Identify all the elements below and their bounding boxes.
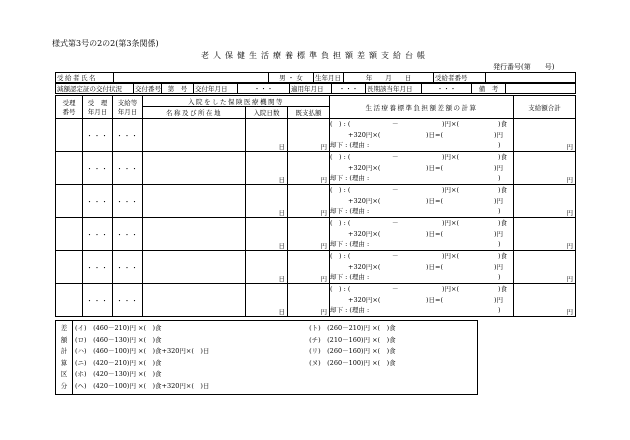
receipt-date-cell[interactable]: ・・・ bbox=[83, 152, 113, 185]
legend-heading-char: 差 bbox=[60, 324, 68, 332]
calculation-cell[interactable]: ( ) : ( － )円×( )食 +320円×( )日=( )円 却下 : (理由 : ) bbox=[330, 185, 514, 218]
legend-heading bbox=[56, 321, 73, 395]
table-row bbox=[56, 152, 576, 185]
payment-date-cell[interactable]: ・・・ bbox=[113, 284, 143, 317]
legend-item: (ハ) (460－100)円 ×( )食+320円×( )日 bbox=[75, 347, 210, 355]
receipt-date-cell[interactable]: ・・・ bbox=[83, 185, 113, 218]
legend-heading-char: 計 bbox=[60, 347, 68, 355]
legend-heading-char: 区 bbox=[60, 370, 68, 378]
table-row bbox=[56, 218, 576, 251]
paid-cell[interactable]: 円 bbox=[288, 119, 330, 152]
birth-date-field[interactable]: 年 月 日 bbox=[344, 73, 434, 83]
legend-item: (イ) (460－210)円 ×( )食 bbox=[75, 324, 162, 332]
payment-date-cell[interactable]: ・・・ bbox=[113, 152, 143, 185]
legend-item: (ヌ) (260－100)円 ×( )食 bbox=[309, 358, 396, 367]
recipient-name-field[interactable] bbox=[114, 73, 269, 83]
issue-date-field[interactable]: ・・・ bbox=[238, 84, 290, 94]
calculation-cell[interactable]: ( ) : ( － )円×( )食 +320円×( )日=( )円 却下 : (理由 : ) bbox=[330, 119, 514, 152]
recipient-number-label: 受給者番号 bbox=[434, 73, 486, 83]
difference-legend bbox=[55, 320, 478, 395]
legend-heading-char: 算 bbox=[60, 358, 68, 367]
long-term-date-field[interactable]: ・・・ bbox=[422, 84, 472, 94]
total-cell[interactable]: 円 bbox=[514, 119, 576, 152]
name-address-cell[interactable] bbox=[143, 119, 246, 152]
name-address-cell[interactable] bbox=[143, 284, 246, 317]
reduction-cert-label: 減額認定証の交付状況 bbox=[56, 84, 134, 94]
col-hospital-group: 入院をした保険医療機関等 bbox=[143, 96, 330, 107]
remarks-field[interactable] bbox=[506, 84, 576, 94]
total-cell[interactable]: 円 bbox=[514, 251, 576, 284]
paid-cell[interactable]: 円 bbox=[288, 218, 330, 251]
table-row bbox=[56, 284, 576, 317]
payment-date-cell[interactable]: ・・・ bbox=[113, 119, 143, 152]
col-days: 入院日数 bbox=[246, 107, 288, 119]
legend-body bbox=[73, 321, 478, 395]
name-address-cell[interactable] bbox=[143, 251, 246, 284]
days-cell[interactable]: 日 bbox=[246, 284, 288, 317]
col-calculation: 生活療養標準負担額差額の計算 bbox=[330, 96, 514, 119]
calculation-cell[interactable]: ( ) : ( － )円×( )食 +320円×( )日=( )円 却下 : (理由 : ) bbox=[330, 152, 514, 185]
col-receipt-date: 受 理 年月日 bbox=[83, 96, 113, 119]
calculation-cell[interactable]: ( ) : ( － )円×( )食 +320円×( )日=( )円 却下 : (理由 : ) bbox=[330, 218, 514, 251]
legend-left-column bbox=[75, 323, 307, 392]
apply-date-field[interactable]: ・・・ bbox=[332, 84, 366, 94]
receipt-date-cell[interactable]: ・・・ bbox=[83, 251, 113, 284]
total-cell[interactable]: 円 bbox=[514, 185, 576, 218]
form-id: 様式第3号の2の2(第3条関係) bbox=[52, 39, 159, 48]
issue-no-label: 交付番号 bbox=[135, 85, 161, 93]
days-cell[interactable]: 日 bbox=[246, 119, 288, 152]
table-row bbox=[56, 185, 576, 218]
recipient-number-field[interactable] bbox=[486, 73, 576, 83]
name-address-cell[interactable] bbox=[143, 152, 246, 185]
issue-date-label: 交付年月日 bbox=[194, 84, 238, 94]
receipt-number-cell[interactable] bbox=[56, 119, 83, 152]
total-cell[interactable]: 円 bbox=[514, 218, 576, 251]
legend-item: (ヘ) (420－100)円 ×( )食+320円×( )日 bbox=[75, 381, 210, 390]
payment-date-cell[interactable]: ・・・ bbox=[113, 218, 143, 251]
table-row bbox=[56, 119, 576, 152]
legend-item: (ホ) (420－130)円 ×( )食 bbox=[75, 370, 162, 378]
recipient-name-label: 受給者氏名 bbox=[56, 73, 114, 83]
col-receipt-number: 受理 番号 bbox=[56, 96, 83, 119]
receipt-number-cell[interactable] bbox=[56, 185, 83, 218]
name-address-cell[interactable] bbox=[143, 185, 246, 218]
paid-cell[interactable]: 円 bbox=[288, 251, 330, 284]
calculation-cell[interactable]: ( ) : ( － )円×( )食 +320円×( )日=( )円 却下 : (理由 : ) bbox=[330, 251, 514, 284]
total-cell[interactable]: 円 bbox=[514, 152, 576, 185]
receipt-date-cell[interactable]: ・・・ bbox=[83, 218, 113, 251]
header-row-2 bbox=[55, 83, 576, 94]
legend-heading-char: 額 bbox=[60, 335, 68, 344]
days-cell[interactable]: 日 bbox=[246, 185, 288, 218]
issue-no-field[interactable]: 第 号 bbox=[162, 84, 194, 94]
ledger-table bbox=[55, 95, 576, 317]
receipt-number-cell[interactable] bbox=[56, 251, 83, 284]
col-total: 支給額合計 bbox=[514, 96, 576, 119]
receipt-number-cell[interactable] bbox=[56, 284, 83, 317]
name-address-cell[interactable] bbox=[143, 218, 246, 251]
payment-date-cell[interactable]: ・・・ bbox=[113, 185, 143, 218]
legend-right-column bbox=[309, 323, 396, 369]
legend-item: (ト) (260－210)円 ×( )食 bbox=[309, 324, 396, 332]
col-payment-date: 支給等 年月日 bbox=[113, 96, 143, 119]
page-title: 老人保健生活療養標準負担額差額支給台帳 bbox=[201, 51, 429, 60]
calculation-cell[interactable]: ( ) : ( － )円×( )食 +320円×( )日=( )円 却下 : (理由 : ) bbox=[330, 284, 514, 317]
legend-heading-char: 分 bbox=[60, 381, 68, 390]
issue-number: 発行番号(第 号) bbox=[493, 63, 555, 71]
header-row-1 bbox=[55, 72, 576, 83]
paid-cell[interactable]: 円 bbox=[288, 284, 330, 317]
col-paid: 既支払額 bbox=[288, 107, 330, 119]
legend-item: (チ) (210－160)円 ×( )食 bbox=[309, 335, 396, 344]
receipt-date-cell[interactable]: ・・・ bbox=[83, 119, 113, 152]
receipt-number-cell[interactable] bbox=[56, 218, 83, 251]
col-name-address: 名称及び所在地 bbox=[143, 107, 246, 119]
birth-date-label: 生年月日 bbox=[314, 73, 344, 83]
apply-date-label: 適用年月日 bbox=[290, 84, 332, 94]
legend-item: (リ) (260－160)円 ×( )食 bbox=[309, 347, 396, 355]
receipt-date-cell[interactable]: ・・・ bbox=[83, 284, 113, 317]
days-cell[interactable]: 日 bbox=[246, 218, 288, 251]
paid-cell[interactable]: 円 bbox=[288, 152, 330, 185]
days-cell[interactable]: 日 bbox=[246, 251, 288, 284]
legend-item: (ニ) (420－210)円 ×( )食 bbox=[75, 358, 162, 367]
total-cell[interactable]: 円 bbox=[514, 284, 576, 317]
days-cell[interactable]: 日 bbox=[246, 152, 288, 185]
paid-cell[interactable]: 円 bbox=[288, 185, 330, 218]
receipt-number-cell[interactable] bbox=[56, 152, 83, 185]
long-term-date-label: 長期該当年月日 bbox=[366, 84, 422, 94]
legend-item: (ロ) (460－130)円 ×( )食 bbox=[75, 335, 162, 344]
remarks-label: 備 考 bbox=[472, 84, 506, 94]
table-row bbox=[56, 251, 576, 284]
gender-selector[interactable]: 男 ・ 女 bbox=[269, 73, 314, 83]
payment-date-cell[interactable]: ・・・ bbox=[113, 251, 143, 284]
